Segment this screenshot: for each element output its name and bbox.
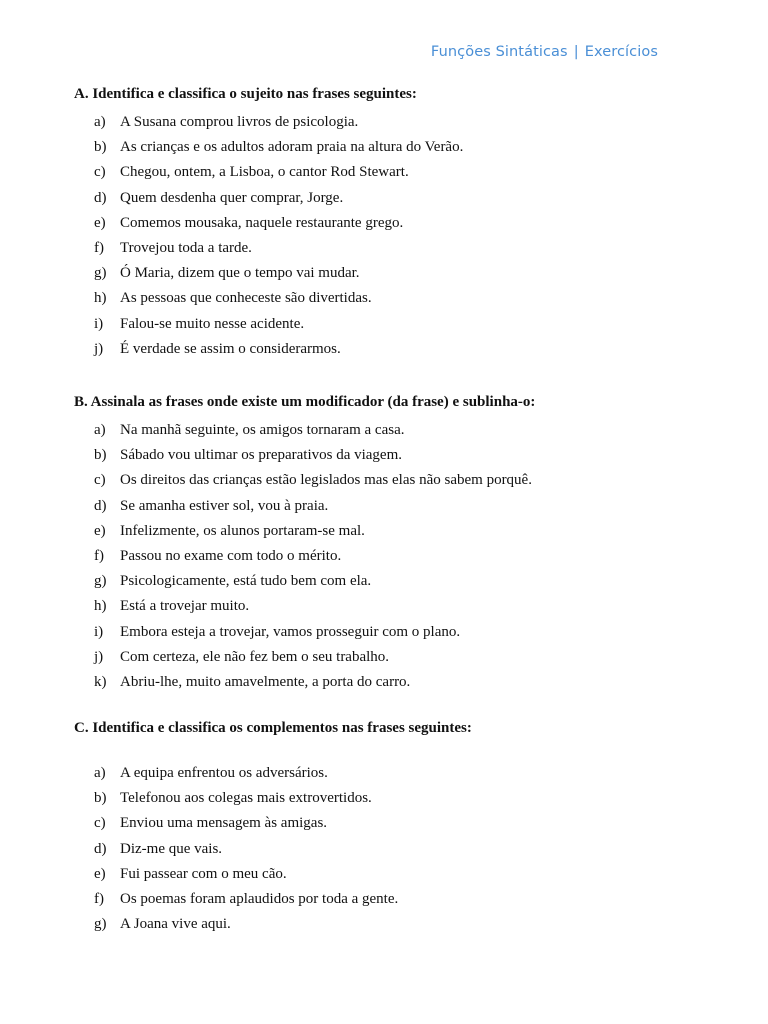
item-text: É verdade se assim o considerarmos. bbox=[120, 340, 341, 357]
section-a-list bbox=[94, 110, 463, 362]
item-text: Psicologicamente, está tudo bem com ela. bbox=[120, 573, 372, 590]
list-item bbox=[94, 418, 532, 443]
list-item bbox=[94, 887, 398, 912]
item-marker: i) bbox=[94, 623, 104, 640]
item-marker: a) bbox=[94, 765, 106, 781]
header-separator: | bbox=[573, 44, 579, 60]
item-marker: d) bbox=[94, 189, 107, 206]
list-item bbox=[94, 594, 532, 619]
item-marker: j) bbox=[94, 648, 104, 665]
header-title: Funções Sintáticas bbox=[430, 44, 568, 60]
item-marker: c) bbox=[94, 164, 106, 181]
item-marker: d) bbox=[94, 497, 107, 514]
item-marker: c) bbox=[94, 472, 106, 489]
list-item bbox=[94, 135, 463, 160]
item-marker: b) bbox=[94, 447, 107, 464]
list-item bbox=[94, 544, 532, 569]
item-text: Telefonou aos colegas mais extrovertidos. bbox=[120, 790, 372, 807]
item-text: Comemos mousaka, naquele restaurante grego. bbox=[120, 214, 404, 231]
list-item bbox=[94, 494, 532, 519]
item-text: As crianças e os adultos adoram praia na altura do Verão. bbox=[120, 139, 464, 156]
list-item bbox=[94, 337, 463, 362]
section-c-list bbox=[94, 761, 398, 937]
item-marker: e) bbox=[94, 865, 106, 882]
list-item bbox=[94, 211, 463, 236]
list-item bbox=[94, 312, 463, 337]
list-item bbox=[94, 110, 463, 135]
item-text: Abriu-lhe, muito amavelmente, a porta do carro. bbox=[120, 673, 411, 690]
item-text: A Joana vive aqui. bbox=[120, 916, 231, 933]
item-text: Fui passear com o meu cão. bbox=[120, 865, 287, 882]
list-item bbox=[94, 160, 463, 185]
item-marker: d) bbox=[94, 840, 107, 857]
item-marker: f) bbox=[94, 890, 104, 907]
section-a-title: A. Identifica e classifica o sujeito nas frases seguintes: bbox=[74, 86, 417, 102]
section-b-list bbox=[94, 418, 532, 695]
list-item bbox=[94, 468, 532, 493]
list-item bbox=[94, 862, 398, 887]
item-text: A equipa enfrentou os adversários. bbox=[120, 765, 328, 781]
item-text: Enviou uma mensagem às amigas. bbox=[120, 815, 328, 832]
item-text: Embora esteja a trovejar, vamos prosseguir com o plano. bbox=[120, 623, 461, 640]
list-item bbox=[94, 645, 532, 670]
item-marker: k) bbox=[94, 673, 107, 690]
item-marker: j) bbox=[94, 340, 104, 357]
item-text: Falou-se muito nesse acidente. bbox=[120, 315, 305, 332]
item-text: Se amanha estiver sol, vou à praia. bbox=[120, 497, 329, 514]
list-item bbox=[94, 837, 398, 862]
list-item bbox=[94, 261, 463, 286]
item-marker: g) bbox=[94, 916, 107, 933]
item-text: Chegou, ontem, a Lisboa, o cantor Rod Stewart. bbox=[120, 164, 409, 181]
item-text: Na manhã seguinte, os amigos tornaram a casa. bbox=[120, 422, 405, 438]
list-item bbox=[94, 620, 532, 645]
item-text: Ó Maria, dizem que o tempo vai mudar. bbox=[120, 265, 360, 282]
item-marker: f) bbox=[94, 239, 104, 256]
item-text: Infelizmente, os alunos portaram-se mal. bbox=[120, 522, 365, 539]
item-text: Sábado vou ultimar os preparativos da viagem. bbox=[120, 447, 403, 464]
list-item bbox=[94, 912, 398, 937]
item-text: Com certeza, ele não fez bem o seu trabalho. bbox=[120, 648, 390, 665]
page-header bbox=[431, 44, 658, 60]
item-marker: h) bbox=[94, 598, 107, 615]
section-c-title: C. Identifica e classifica os complementos nas frases seguintes: bbox=[74, 720, 472, 736]
list-item bbox=[94, 811, 398, 836]
item-marker: h) bbox=[94, 290, 107, 307]
item-marker: b) bbox=[94, 790, 107, 807]
item-marker: i) bbox=[94, 315, 104, 332]
list-item bbox=[94, 670, 532, 695]
item-marker: c) bbox=[94, 815, 106, 832]
item-marker: g) bbox=[94, 265, 107, 282]
list-item bbox=[94, 236, 463, 261]
header-subtitle: Exercícios bbox=[584, 44, 658, 60]
list-item bbox=[94, 569, 532, 594]
item-marker: e) bbox=[94, 214, 106, 231]
item-text: Quem desdenha quer comprar, Jorge. bbox=[120, 189, 344, 206]
item-marker: b) bbox=[94, 139, 107, 156]
item-text: Trovejou toda a tarde. bbox=[120, 239, 252, 256]
section-b-title: B. Assinala as frases onde existe um modificador (da frase) e sublinha-o: bbox=[74, 394, 536, 410]
item-marker: e) bbox=[94, 522, 106, 539]
list-item bbox=[94, 519, 532, 544]
item-text: A Susana comprou livros de psicologia. bbox=[120, 114, 359, 130]
item-marker: g) bbox=[94, 573, 107, 590]
list-item bbox=[94, 186, 463, 211]
list-item bbox=[94, 786, 398, 811]
item-text: Passou no exame com todo o mérito. bbox=[120, 547, 342, 564]
item-text: Diz-me que vais. bbox=[120, 840, 223, 857]
item-text: As pessoas que conheceste são divertidas. bbox=[120, 290, 372, 307]
item-marker: a) bbox=[94, 422, 106, 438]
item-text: Está a trovejar muito. bbox=[120, 598, 250, 615]
item-text: Os direitos das crianças estão legislados mas elas não sabem porquê. bbox=[120, 472, 532, 489]
item-marker: f) bbox=[94, 547, 104, 564]
item-marker: a) bbox=[94, 114, 106, 130]
item-text: Os poemas foram aplaudidos por toda a gente. bbox=[120, 890, 399, 907]
list-item bbox=[94, 286, 463, 311]
list-item bbox=[94, 443, 532, 468]
list-item bbox=[94, 761, 398, 786]
